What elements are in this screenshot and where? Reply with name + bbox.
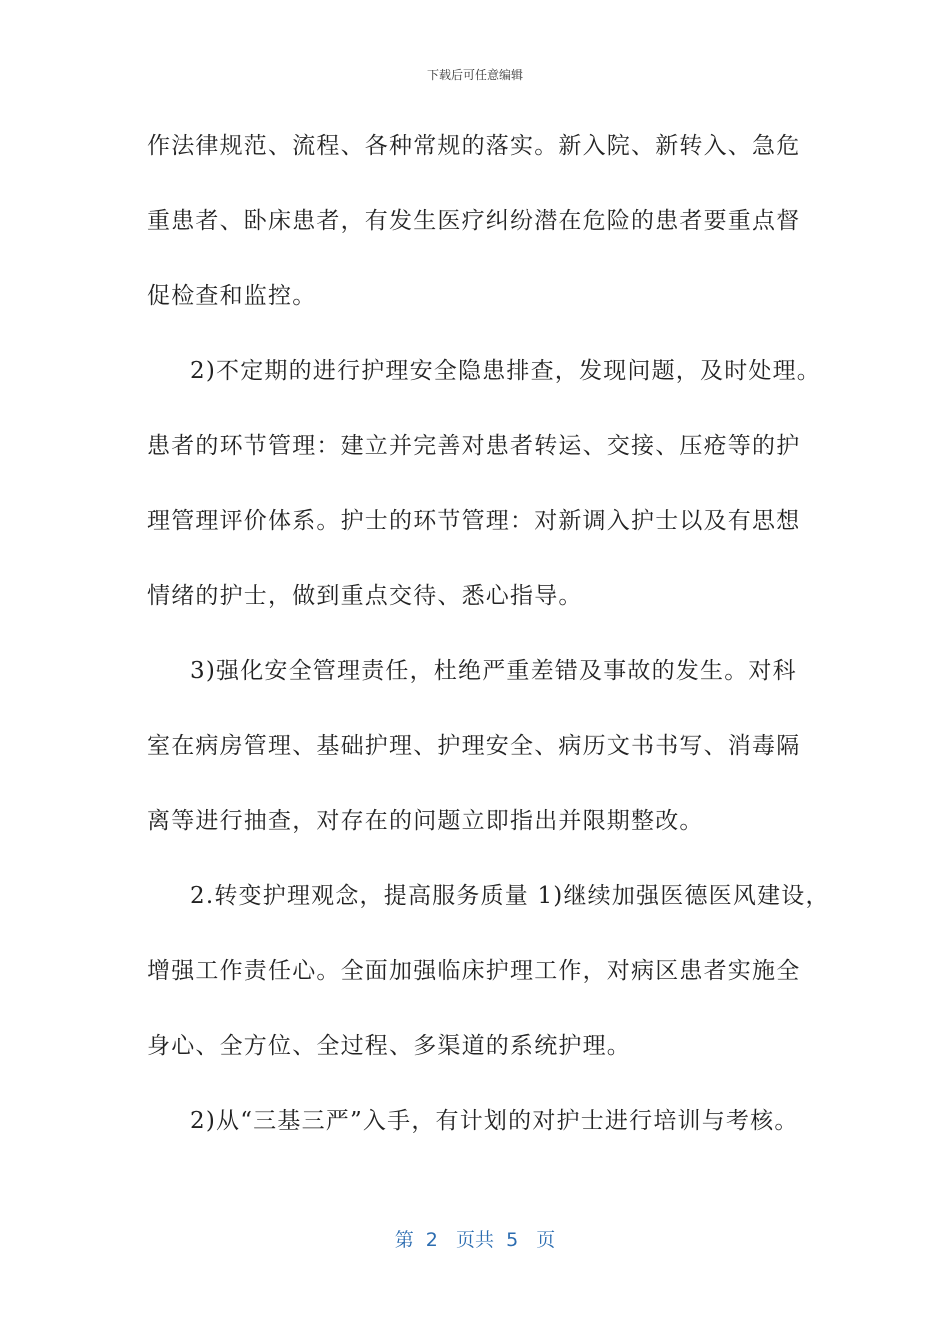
- text-line: 增强工作责任心。全面加强临床护理工作，对病区患者实施全: [147, 958, 801, 984]
- text-line: 重患者、卧床患者，有发生医疗纠纷潜在危险的患者要重点督: [147, 208, 801, 234]
- text-line: 离等进行抽查，对存在的问题立即指出并限期整改。: [147, 808, 704, 834]
- text-line: 室在病房管理、基础护理、护理安全、病历文书书写、消毒隔: [147, 733, 801, 759]
- text-line: 患者的环节管理：建立并完善对患者转运、交接、压疮等的护: [147, 433, 801, 459]
- text-line: 作法律规范、流程、各种常规的落实。新入院、新转入、急危: [147, 133, 801, 159]
- text-line: 2)不定期的进行护理安全隐患排查，发现问题，及时处理。: [190, 358, 822, 384]
- text-line: 3)强化安全管理责任，杜绝严重差错及事故的发生。对科: [190, 658, 797, 684]
- text-line: 促检查和监控。: [147, 283, 317, 309]
- text-line: 情绪的护士，做到重点交待、悉心指导。: [147, 583, 583, 609]
- text-line: 2)从“三基三严”入手，有计划的对护士进行培训与考核。: [190, 1108, 799, 1134]
- text-line: 理管理评价体系。护士的环节管理：对新调入护士以及有思想: [147, 508, 801, 534]
- page-header-note: 下载后可任意编辑: [426, 68, 523, 82]
- text-line: 身心、全方位、全过程、多渠道的系统护理。: [147, 1033, 631, 1059]
- text-line: 2.转变护理观念，提高服务质量 1)继续加强医德医风建设，: [190, 883, 830, 909]
- page-number-footer: 第 2 页共 5 页: [394, 1229, 556, 1251]
